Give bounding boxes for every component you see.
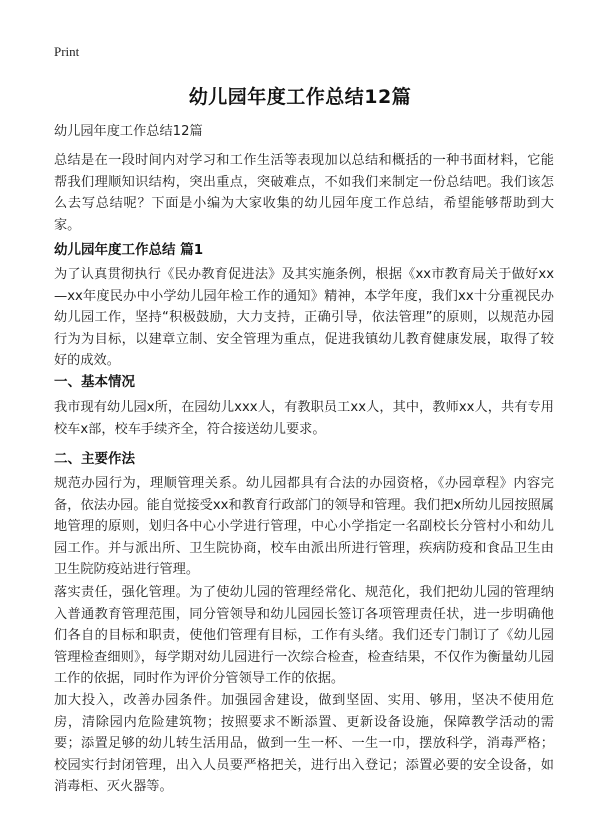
page-title: 幼儿园年度工作总结12篇 (188, 86, 412, 108)
section-heading-main: 二、主要作法 (54, 451, 135, 467)
section-heading-basic: 一、基本情况 (54, 374, 135, 390)
main-paragraph-3: 加大投入，改善办园条件。加强园舍建设，做到坚固、实用、够用，坚决不使用危房，清除园内危险建筑物；按照要求不断添置、更新设备设施，保障教学活动的需要；添置足够的幼儿转生活用品，做到一生一杯、一生一巾，摆放科学，消毒严格；校园实行封闭管理，出入人员要严格把关，进行出入登记；添置必要的安全设备，如消毒柜、灭火器等。 (54, 693, 554, 794)
section-heading-part1: 幼儿园年度工作总结 篇1 (54, 242, 204, 258)
intro-paragraph: 总结是在一段时间内对学习和工作生活等表现加以总结和概括的一种书面材料，它能帮我们理顺知识结构，突出重点，突破难点，不如我们来制定一份总结吧。我们该怎么去写总结呢？下面是小编为大家收集的幼儿园年度工作总结，希望能够帮助到大家。 (54, 153, 554, 233)
print-label[interactable]: Print (54, 44, 80, 59)
basic-paragraph: 我市现有幼儿园x所，在园幼儿xxx人，有教职员工xx人，其中，教师xx人，共有专用校车x部，校车手续齐全，符合接送幼儿要求。 (54, 400, 554, 437)
main-paragraph-2: 落实责任，强化管理。为了使幼儿园的管理经常化、规范化，我们把幼儿园的管理纳入普通教育管理范围，同分管领导和幼儿园园长签订各项管理责任状，进一步明确他们各自的目标和职责，使他们管理有目标，工作有头绪。我们还专门制订了《幼儿园管理检查细则》，每学期对幼儿园进行一次综合检查，检查结果，不仅作为衡量幼儿园工作的依据，同时作为评价分管领导工作的依据。 (54, 585, 554, 686)
part1-paragraph: 为了认真贯彻执行《民办教育促进法》及其实施条例，根据《xx市教育局关于做好xx—xx年度民办中小学幼儿园年检工作的通知》精神，本学年度，我们xx十分重视民办幼儿园工作，坚持“积极鼓励，大力支持，正确引导，依法管理”的原则，以规范办园行为为目标，以建章立制、安全管理为重点，促进我镇幼儿教育健康发展，取得了较好的成效。 (54, 267, 554, 368)
document-subtitle: 幼儿园年度工作总结12篇 (54, 124, 203, 139)
main-paragraph-1: 规范办园行为，理顺管理关系。幼儿园都具有合法的办园资格，《办园章程》内容完备，依法办园。能自觉接受xx和教育行政部门的领导和管理。我们把x所幼儿园按照属地管理的原则，划归各中心小学进行管理，中心小学指定一名副校长分管村小和幼儿园工作。并与派出所、卫生院协商，校车由派出所进行管理，疾病防疫和食品卫生由卫生院防疫站进行管理。 (54, 476, 554, 577)
